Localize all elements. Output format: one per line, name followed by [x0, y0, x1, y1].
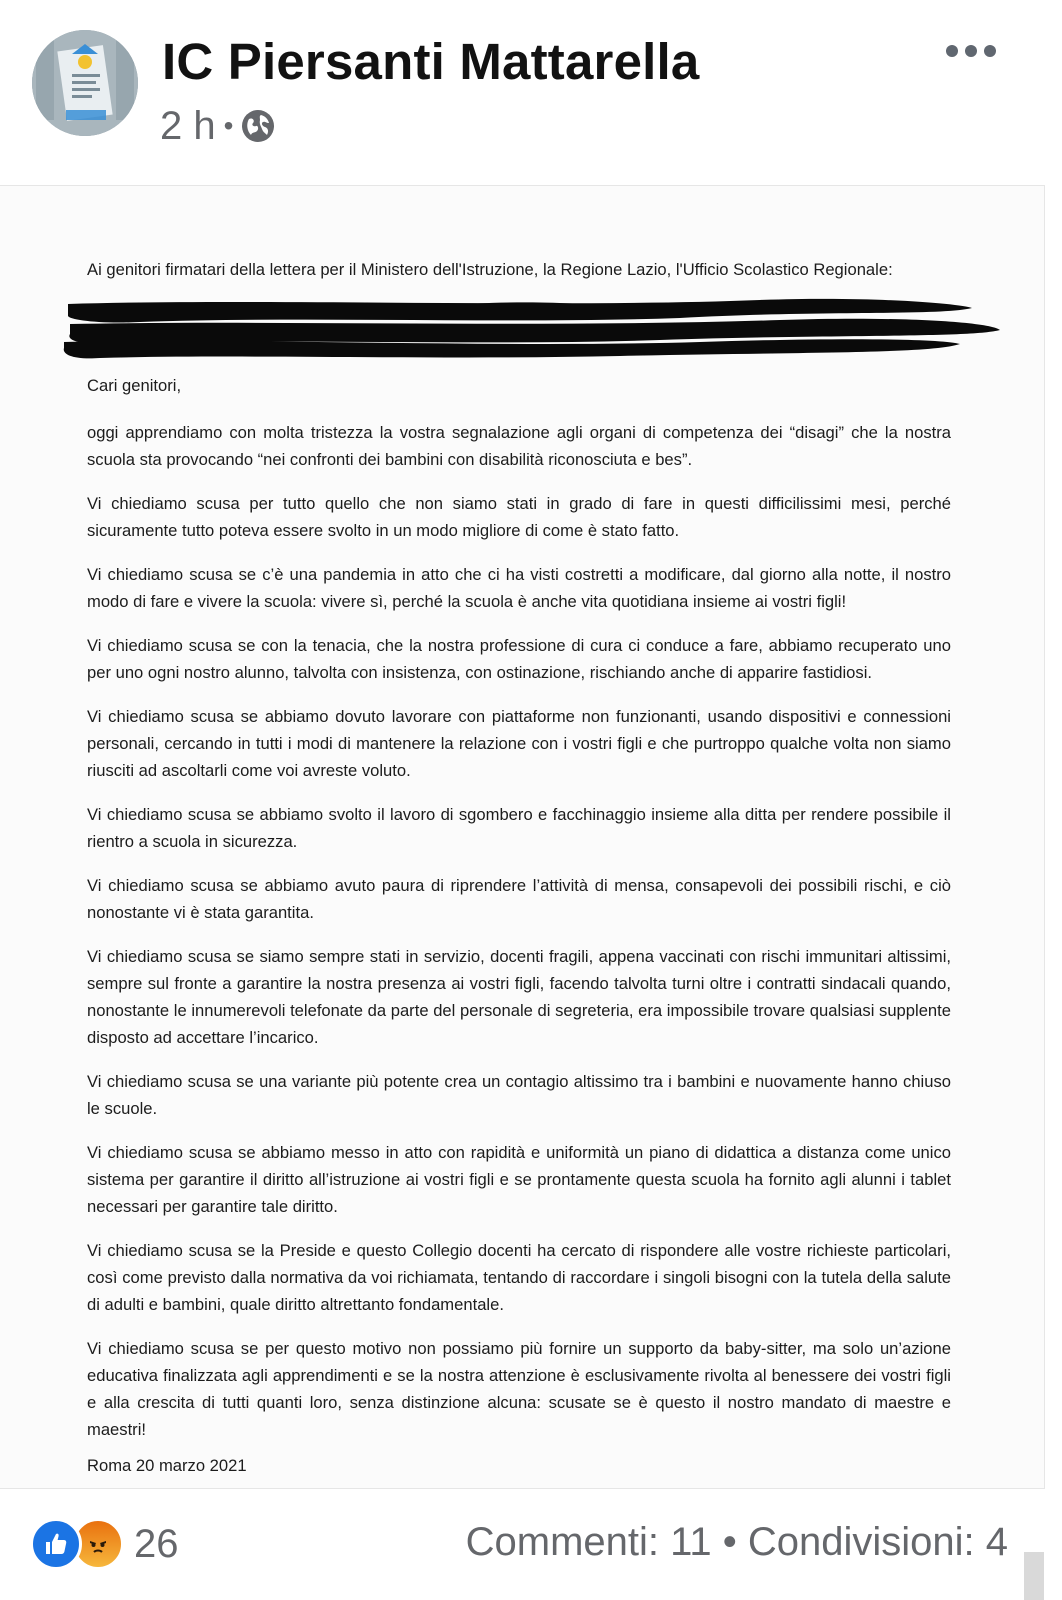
letter-paragraph: oggi apprendiamo con molta tristezza la vostra segnalazione agli organi di competenza dei “disagi” che la nostra scuola sta provocando “nei confronti dei bambini con disabilità riconosciuta e bes”. [87, 423, 951, 469]
letter-paragraph: Vi chiediamo scusa se una variante più potente crea un contagio altissimo tra i bambini e nuovamente hanno chiuso le scuole. [87, 1072, 951, 1118]
page-name[interactable]: IC Piersanti Mattarella [162, 33, 700, 90]
more-options-icon[interactable] [946, 36, 996, 66]
letter-image[interactable] [0, 186, 1044, 1488]
comments-shares-stats[interactable]: Commenti: 11 • Condivisioni: 4 [465, 1520, 1008, 1564]
letter-paragraph: Vi chiediamo scusa se abbiamo avuto paura di riprendere l’attività di mensa, consapevoli dei possibili rischi, e ciò nonostante vi è stata garantita. [87, 876, 951, 922]
post-header [0, 0, 1062, 190]
reaction-count: 26 [134, 1521, 179, 1566]
page-avatar[interactable] [32, 30, 138, 136]
school-logo-image [32, 30, 138, 136]
letter-paragraph: Vi chiediamo scusa se la Preside e questo Collegio docenti ha cercato di rispondere alle vostre richieste particolari, così come previsto dalla normativa da voi richiamata, tentando di raccordare i singoli bisogni con la tutela della salute di adulti e bambini, quale diritto altrettanto fondamentale. [87, 1241, 951, 1314]
reactions-summary[interactable] [30, 1518, 179, 1570]
letter-paragraph: Vi chiediamo scusa se c’è una pandemia in atto che ci ha visti costretti a modificare, dal giorno alla notte, il nostro modo di fare e vivere la scuola: vivere sì, perché la scuola è anche vita quotidiana insieme ai vostri figli! [87, 565, 951, 611]
letter-paragraph: Vi chiediamo scusa se abbiamo messo in atto con rapidità e uniformità un piano di didattica a distanza come unico sistema per garantire il diritto all’istruzione ai vostri figli e se prontamente questa scuola ha fornito agli alunni i tablet necessari per garantire tale diritto. [87, 1143, 951, 1216]
more-dot-3 [984, 45, 996, 57]
post-footer [0, 1500, 1062, 1600]
more-dot-1 [946, 45, 958, 57]
letter-paragraphs [87, 419, 951, 1460]
globe-icon[interactable] [241, 109, 275, 143]
letter-paragraph: Vi chiediamo scusa se per questo motivo non possiamo più fornire un supporto da baby-sitter, ma solo un’azione educativa finalizzata agli apprendimenti e se la nostra attenzione è esclusivamente rivolta al benessere dei vostri figli e alla crescita di tutti quanti loro, senza distinzione alcuna: scusate se è questo il nostro mandato di maestre e maestri! [87, 1339, 951, 1439]
scrollbar-thumb[interactable] [1024, 1552, 1044, 1600]
meta-separator: • [223, 110, 234, 141]
letter-paragraph: Vi chiediamo scusa se abbiamo svolto il lavoro di sgombero e facchinaggio insieme alla ditta per rendere possibile il rientro a scuola in sicurezza. [87, 805, 951, 851]
letter-paragraph: Vi chiediamo scusa se siamo sempre stati in servizio, docenti fragili, appena vaccinati con rischi immunitari altissimi, sempre sul fronte a garantire la nostra presenza ai vostri figli, facendo talvolta turni oltre i contratti sindacali quando, nonostante le innumerevoli telefonate da parte del personale di segreteria, era impossibile trovare qualsiasi supplente disposto ad accettare l’incarico. [87, 947, 951, 1047]
letter-date: Roma 20 marzo 2021 [87, 1456, 247, 1475]
redaction-scribble [60, 294, 1010, 366]
post-meta [160, 104, 275, 148]
letter-addressee: Ai genitori firmatari della lettera per il Ministero dell'Istruzione, la Regione Lazio, l'Ufficio Scolastico Regionale: [87, 260, 893, 279]
post-timestamp[interactable]: 2 h [160, 103, 216, 148]
more-dot-2 [965, 45, 977, 57]
letter-paragraph: Vi chiediamo scusa se abbiamo dovuto lavorare con piattaforme non funzionanti, usando dispositivi e connessioni personali, cercando in tutti i modi di mantenere la relazione con i vostri figli e che purtroppo qualche volta non siamo riusciti ad ascoltarli come voi avreste voluto. [87, 707, 951, 780]
like-icon [30, 1518, 82, 1570]
letter-salutation: Cari genitori, [87, 376, 182, 395]
letter-paragraph: Vi chiediamo scusa se con la tenacia, che la nostra professione di cura ci conduce a fare, abbiamo recuperato uno per uno ogni nostro alunno, talvolta con insistenza, con ostinazione, rischiando anche di apparire fastidiosi. [87, 636, 951, 682]
letter-paragraph: Vi chiediamo scusa per tutto quello che non siamo stati in grado di fare in questi difficilissimi mesi, perché sicuramente tutto poteva essere svolto in un modo migliore di come è stato fatto. [87, 494, 951, 540]
